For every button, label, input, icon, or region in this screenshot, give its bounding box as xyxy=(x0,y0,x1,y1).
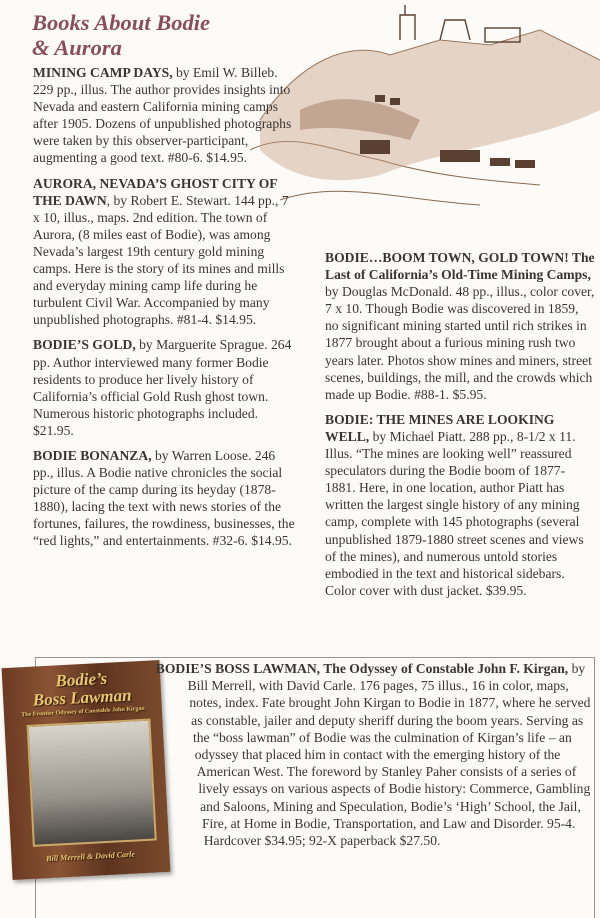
featured-book-entry: BODIE’S BOSS LAWMAN, The Odyssey of Constable John F. Kirgan, by Bill Merrell, with David Carle. 176 pages, 75 illus., 16 in color, maps, notes, index. Fate brought John Kirgan to Bodie in 1877, where he served as constable, jailer and deputy sheriff during the boom years. Serving as the “boss lawman” of Bodie was the culmination of Kirgan’s life – an odyssey that placed him in contact with the emerging history of the American West. The foreword by Stanley Paher consists of a series of lively essays on various aspects of Bodie history: Commerce, Gambling and Saloons, Mining and Speculation, Bodie’s ‘High’ School, the Jail, Fire, at Home in Bodie, Transportation, and Law and Disorder. 95-4. Hardcover $34.95; 92-X paperback $27.50. xyxy=(155,661,591,849)
book-entry: MINING CAMP DAYS, by Emil W. Billeb. 229 pp., illus. The author provides insights into Nevada and eastern California mining camps after 1905. Dozens of unpublished photographs were taken by this observer-participant, augmenting a good text. #80-6. $14.95. xyxy=(33,65,292,166)
page-title: Books About Bodie & Aurora xyxy=(32,10,210,60)
book-entry: BODIE…BOOM TOWN, GOLD TOWN! The Last of California’s Old-Time Mining Camps, by Douglas McDonald. 48 pp., illus., color cover, 7 x 10. Though Bodie was discovered in 1859, no significant mining started until rich strikes in 1877 brought about a furious mining rush two years later. Photos show mines and miners, street scenes, buildings, the mill, and the crowds which made up Bodie. #88-1. $5.95. xyxy=(325,250,595,402)
book-entry: BODIE BONANZA, by Warren Loose. 246 pp., illus. A Bodie native chronicles the social picture of the camp during its heyday (1878-1880), lacing the text with news stories of the fortunes, failures, the rowdiness, businesses, the “red lights,” and entertainments. #32-6. $14.95. xyxy=(33,447,295,549)
cover-photo xyxy=(27,719,157,847)
book-cover-image: Bodie’s Boss Lawman The Frontier Odyssey of Constable John Kirgan Bill Merrell & David Carle xyxy=(2,660,171,880)
book-entry: BODIE’S GOLD, by Marguerite Sprague. 264 pp. Author interviewed many former Bodie residents to produce her lively history of California’s official Gold Rush ghost town. Numerous historic photographs included. $21.95. xyxy=(33,337,292,438)
book-entry: BODIE: THE MINES ARE LOOKING WELL, by Michael Piatt. 288 pp., 8-1/2 x 11. Illus. “The mines are looking well” reassured speculators during the Bodie boom of 1877-1881. Here, in one location, author Piatt has written the largest single history of any mining camp, complete with 145 photographs (several unpublished 1879-1880 street scenes and views of the mines), and numerous untold stories embodied in the text and historical sidebars. Color cover with dust jacket. $39.95. xyxy=(325,411,584,598)
book-entry: AURORA, NEVADA’S GHOST CITY OF THE DAWN, by Robert E. Stewart. 144 pp., 7 x 10, illus., maps. 2nd edition. The town of Aurora, (8 miles east of Bodie), was among Nevada’s largest 19th century gold mining camps. Here is the story of its mines and mills and everyday mining camp life during he turbulent Civil War. Accompanied by many unpublished photographs. #81-4. $14.95. xyxy=(33,175,289,328)
left-column xyxy=(33,64,295,558)
right-column xyxy=(325,249,595,607)
